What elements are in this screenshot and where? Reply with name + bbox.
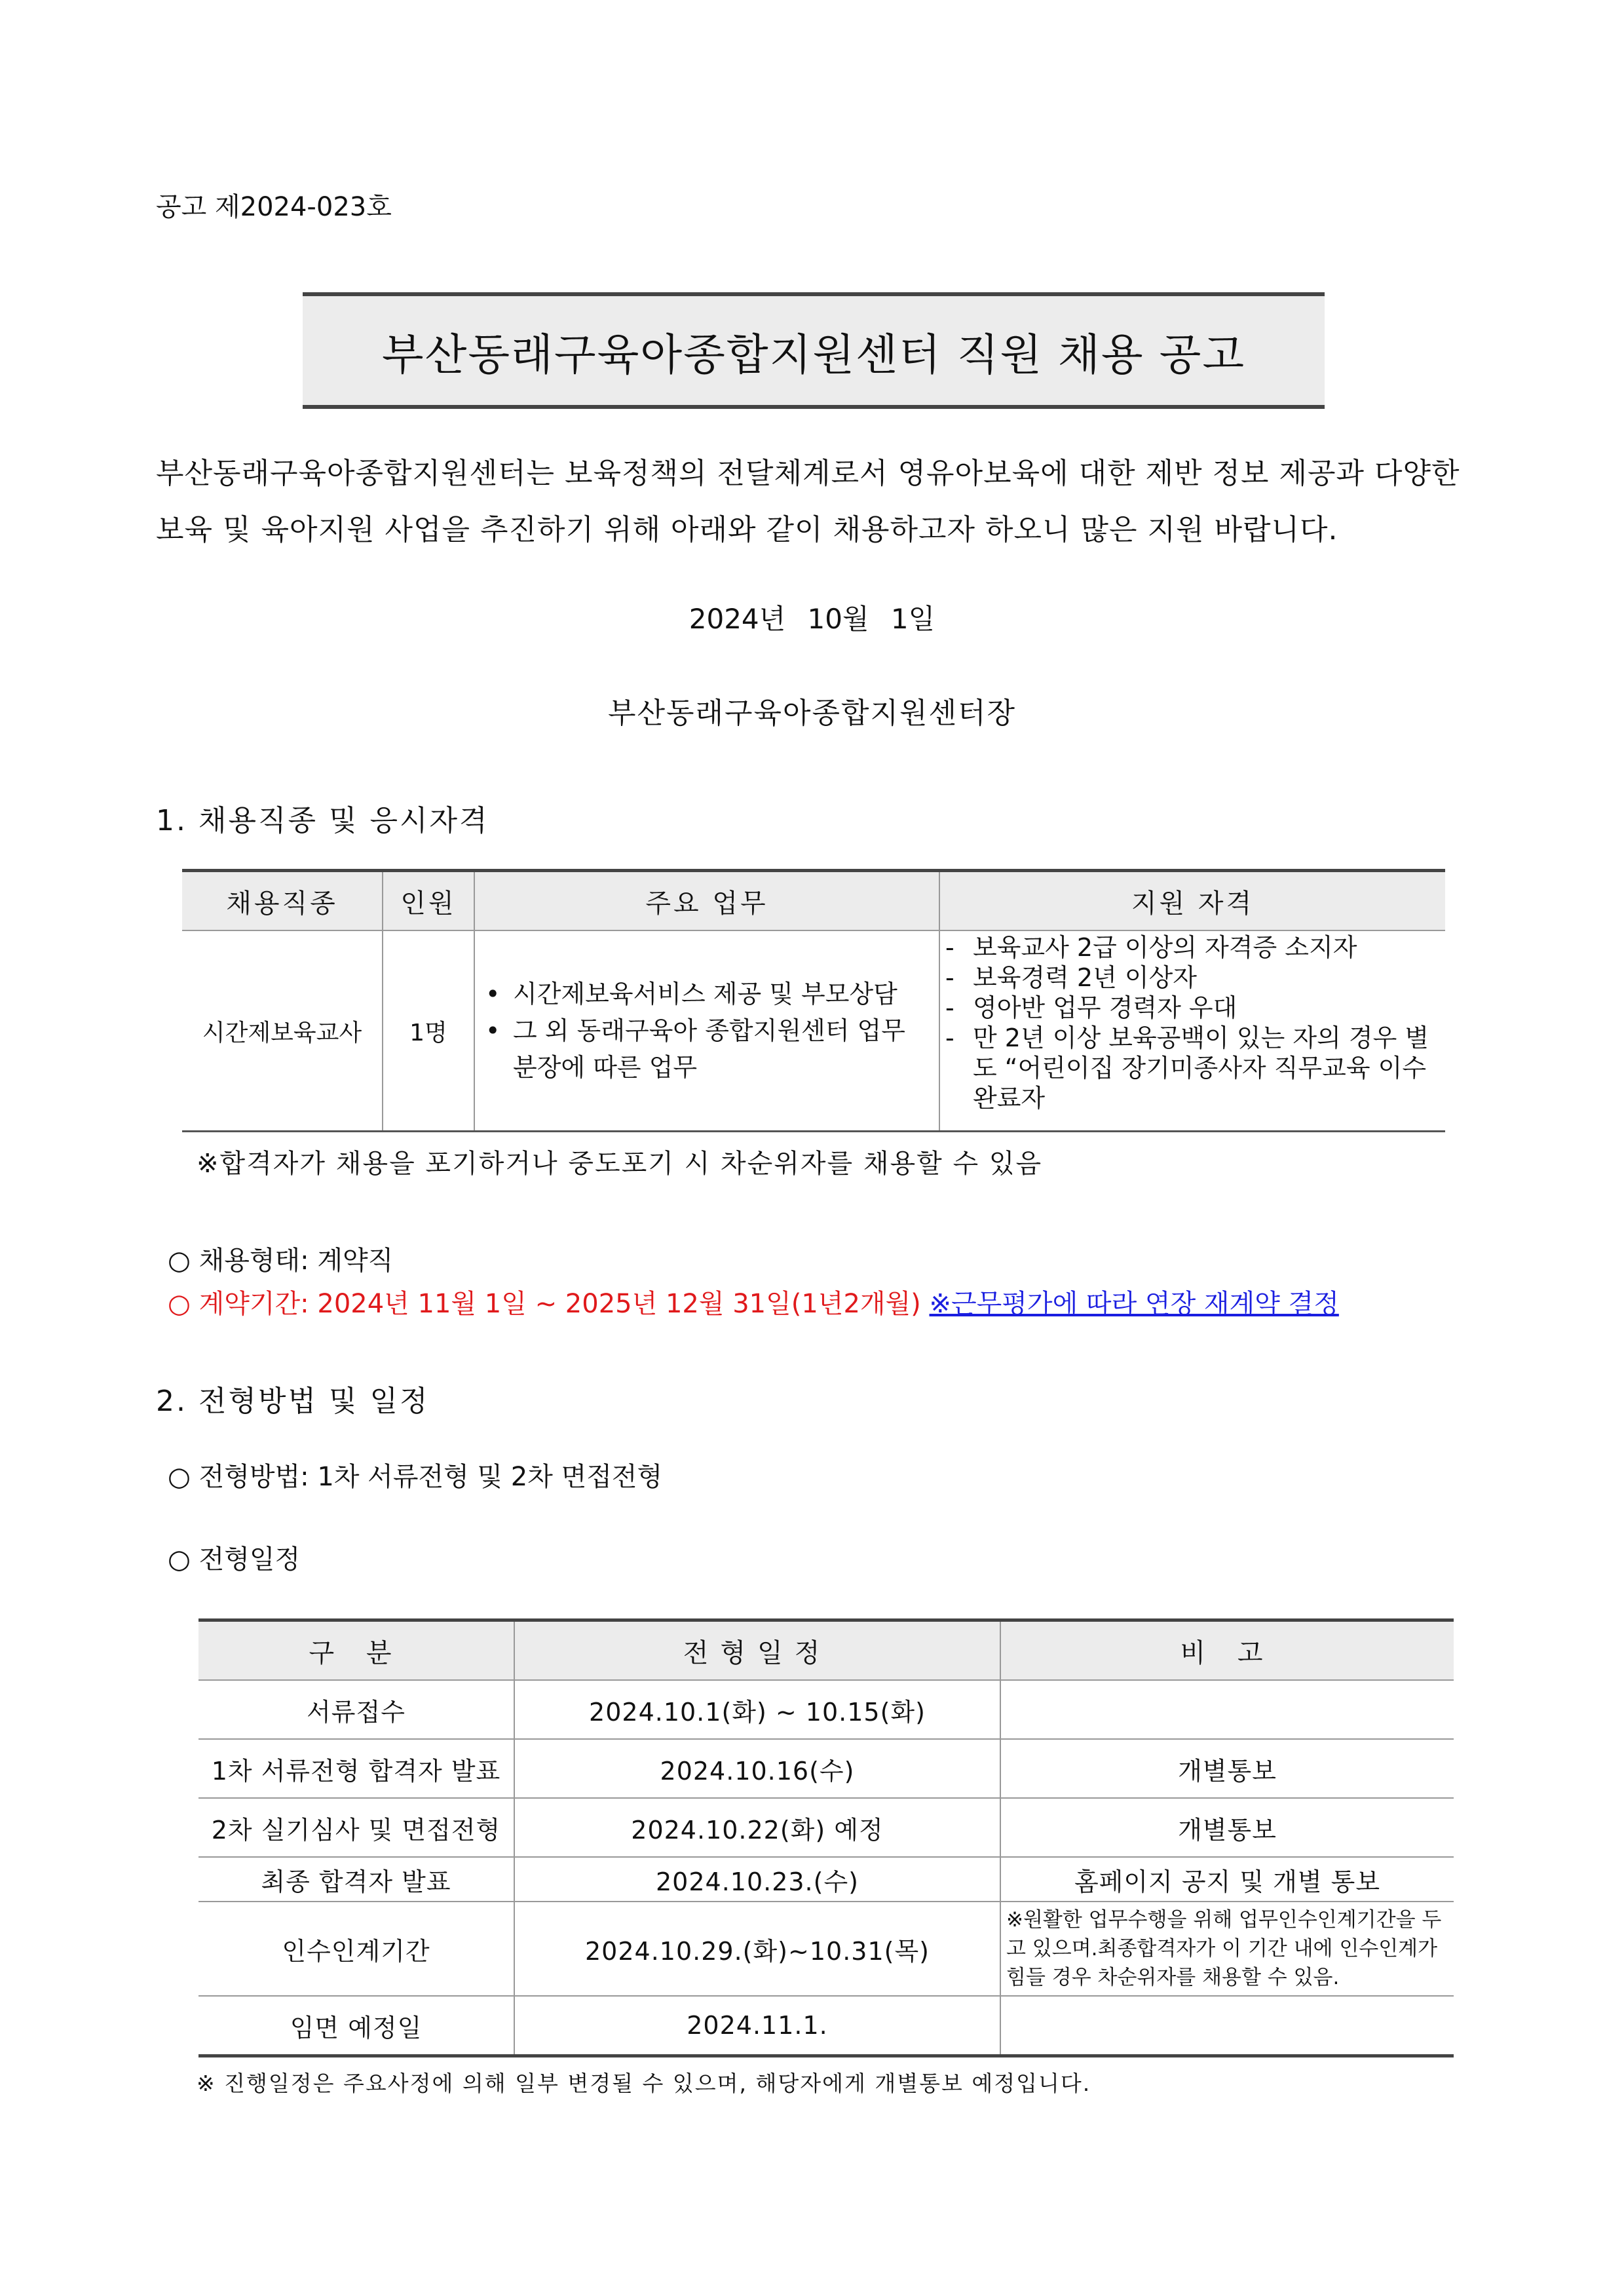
- schedule-note: 개별통보: [1000, 1798, 1454, 1857]
- qualification-table: [182, 869, 1445, 1132]
- schedule-table: [198, 1618, 1454, 2057]
- schedule-footnote: ※ 진행일정은 주요사정에 의해 일부 변경될 수 있으며, 해당자에게 개별통보 예정입니다.: [197, 2071, 1091, 2096]
- bullet-icon: •: [485, 1016, 500, 1045]
- schedule-note: 홈페이지 공지 및 개별 통보: [1000, 1857, 1454, 1902]
- duty-item: • 그 외 동래구육아 종합지원센터 업무 분장에 따른 업무: [485, 1012, 928, 1086]
- table-row: [198, 1798, 1454, 1857]
- schedule-date: 2024.10.16(수): [514, 1739, 1000, 1798]
- schedule-date: 2024.10.23.(수): [514, 1857, 1000, 1902]
- page-title: 부산동래구육아종합지원센터 직원 채용 공고: [381, 329, 1246, 380]
- schedule-note: ※원활한 업무수행을 위해 업무인수인계기간을 두고 있으며.최종합격자가 이 기간 내에 인수인계가 힘들 경우 차순위자를 채용할 수 있음.: [1000, 1902, 1454, 1996]
- header-cell: 채용직종: [182, 871, 383, 931]
- dash-icon: -: [945, 933, 954, 962]
- section-1-heading: 1. 채용직종 및 응시자격: [156, 804, 489, 837]
- selection-method-value: 1차 서류전형 및 2차 면접전형: [317, 1462, 663, 1492]
- schedule-item: 2차 실기심사 및 면접전형: [198, 1798, 514, 1857]
- schedule-item: 인수인계기간: [198, 1902, 514, 1996]
- qualification-item: - 만 2년 이상 보육공백이 있는 자의 경우 별도 “어린이집 장기미종사자 직무교육 이수 완료자: [945, 1024, 1429, 1113]
- header-cell: 전형일정: [514, 1620, 1000, 1681]
- employment-type: [168, 1240, 393, 1277]
- header-cell: 비 고: [1000, 1620, 1454, 1681]
- selection-method-label: ○ 전형방법:: [168, 1462, 309, 1492]
- job-title-cell: 시간제보육교사: [182, 930, 383, 1132]
- dash-icon: -: [945, 1024, 954, 1052]
- intro-line-1: 부산동래구육아종합지원센터는 보육정책의 전달체계로서 영유아보육에 대한 제반 정보 제공과 다양한: [156, 457, 1460, 490]
- substitute-note: ※합격자가 채용을 포기하거나 중도포기 시 차순위자를 채용할 수 있음: [197, 1149, 1043, 1179]
- contract-period: [168, 1283, 1339, 1320]
- schedule-item: 서류접수: [198, 1680, 514, 1739]
- table-row: [198, 1739, 1454, 1798]
- issuer: 부산동래구육아종합지원센터장: [607, 697, 1017, 730]
- qualification-item: - 보육경력 2년 이상자: [945, 963, 1197, 992]
- duty-item: • 시간제보육서비스 제공 및 부모상담: [485, 976, 928, 1012]
- intro-line-2: 보육 및 육아지원 사업을 추진하기 위해 아래와 같이 채용하고자 하오니 많은 지원 바랍니다.: [156, 513, 1338, 546]
- schedule-item: 임면 예정일: [198, 1996, 514, 2056]
- employment-type-value: 계약직: [317, 1246, 394, 1276]
- bullet-icon: •: [485, 980, 500, 1008]
- table-row: [198, 1902, 1454, 1996]
- schedule-date: 2024.10.29.(화)~10.31(목): [514, 1902, 1000, 1996]
- selection-method: [168, 1456, 662, 1493]
- employment-type-label: ○ 채용형태:: [168, 1246, 309, 1276]
- schedule-note: [1000, 1996, 1454, 2056]
- schedule-note: 개별통보: [1000, 1739, 1454, 1798]
- schedule-note: [1000, 1680, 1454, 1739]
- title-box: [303, 292, 1325, 409]
- contract-period-text: ○ 계약기간: 2024년 11월 1일 ~ 2025년 12월 31일(1년2개월): [168, 1289, 921, 1319]
- schedule-date: 2024.11.1.: [514, 1996, 1000, 2056]
- schedule-item: 1차 서류전형 합격자 발표: [198, 1739, 514, 1798]
- schedule-date: 2024.10.22(화) 예정: [514, 1798, 1000, 1857]
- headcount-cell: 1명: [383, 930, 474, 1132]
- qualification-item: - 보육교사 2급 이상의 자격증 소지자: [945, 933, 1357, 962]
- contract-renewal-note: ※근무평가에 따라 연장 재계약 결정: [929, 1289, 1339, 1319]
- header-cell: 주요 업무: [474, 871, 939, 931]
- schedule-item: 최종 합격자 발표: [198, 1857, 514, 1902]
- table-row: [198, 1680, 1454, 1739]
- header-cell: 구 분: [198, 1620, 514, 1681]
- duties-cell: [474, 930, 939, 1132]
- table-header-row: [198, 1620, 1454, 1681]
- header-cell: 지원 자격: [939, 871, 1445, 931]
- table-row: [182, 930, 1445, 1132]
- table-row: [198, 1996, 1454, 2056]
- qualification-item: - 영아반 업무 경력자 우대: [945, 993, 1237, 1022]
- schedule-heading: ○ 전형일정: [168, 1544, 301, 1575]
- schedule-date: 2024.10.1(화) ~ 10.15(화): [514, 1680, 1000, 1739]
- table-row: [198, 1857, 1454, 1902]
- section-2-heading: 2. 전형방법 및 일정: [156, 1385, 430, 1418]
- header-cell: 인원: [383, 871, 474, 931]
- table-header-row: [182, 871, 1445, 931]
- qualifications-cell: [939, 930, 1445, 1132]
- dash-icon: -: [945, 963, 954, 992]
- notice-date: 2024년 10월 1일: [689, 603, 935, 635]
- notice-number: 공고 제2024-023호: [156, 192, 392, 222]
- dash-icon: -: [945, 993, 954, 1022]
